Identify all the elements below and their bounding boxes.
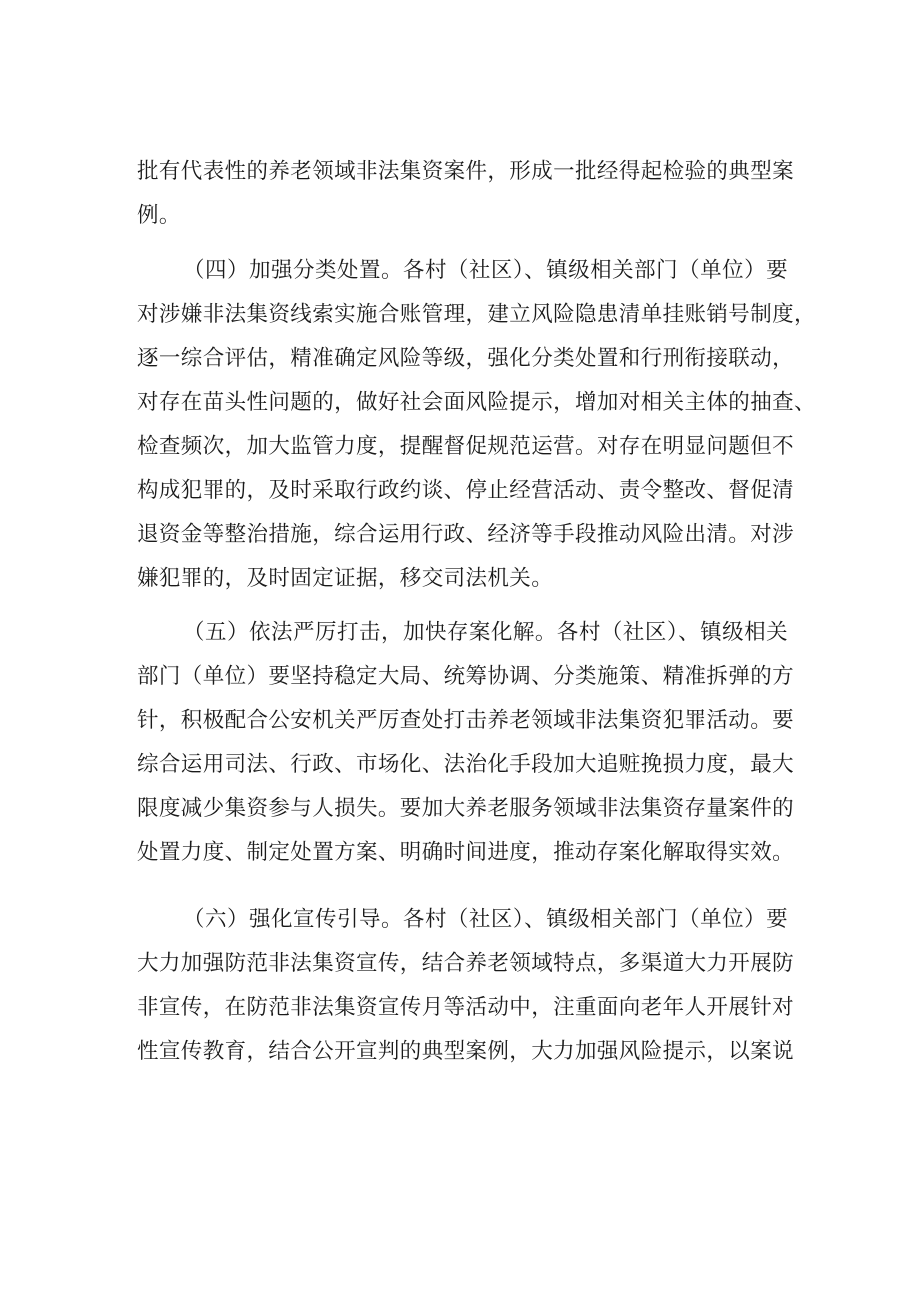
text-line: 批有代表性的养老领域非法集资案件，形成一批经得起检验的典型案 <box>137 159 795 184</box>
text-line: 大力加强防范非法集资宣传，结合养老领域特点，多渠道大力开展防 <box>137 951 795 976</box>
text-line: 嫌犯罪的，及时固定证据，移交司法机关。 <box>137 566 554 591</box>
text-line: 退资金等整治措施，综合运用行政、经济等手段推动风险出清。对涉 <box>137 522 795 547</box>
text-line: 构成犯罪的，及时采取行政约谈、停止经营活动、责令整改、督促清 <box>137 478 795 503</box>
text-line: 性宣传教育，结合公开宣判的典型案例，大力加强风险提示，以案说 <box>137 1039 795 1064</box>
text-line: 检查频次，加大监管力度，提醒督促规范运营。对存在明显问题但不 <box>137 434 795 459</box>
text-line: 例。 <box>137 203 181 228</box>
text-line: 部门（单位）要坚持稳定大局、统筹协调、分类施策、精准拆弹的方 <box>137 664 795 689</box>
text-line: 非宣传，在防范非法集资宣传月等活动中，注重面向老年人开展针对 <box>137 995 795 1020</box>
text-line: 针，积极配合公安机关严厉查处打击养老领域非法集资犯罪活动。要 <box>137 708 795 733</box>
text-line: 处置力度、制定处置方案、明确时间进度，推动存案化解取得实效。 <box>137 840 795 865</box>
text-line: （四）加强分类处置。各村（社区）、镇级相关部门（单位）要 <box>183 258 788 283</box>
text-line: 对涉嫌非法集资线索实施合账管理，建立风险隐患清单挂账销号制度， <box>137 302 816 327</box>
text-line: 逐一综合评估，精准确定风险等级，强化分类处置和行刑衔接联动， <box>137 346 795 371</box>
text-line: 对存在苗头性问题的，做好社会面风险提示，增加对相关主体的抽查、 <box>137 390 816 415</box>
text-line: 综合运用司法、行政、市场化、法治化手段加大追赃挽损力度，最大 <box>137 752 795 777</box>
text-line: 限度减少集资参与人损失。要加大养老服务领域非法集资存量案件的 <box>137 796 795 821</box>
text-line: （六）强化宣传引导。各村（社区）、镇级相关部门（单位）要 <box>183 907 788 932</box>
text-line: （五）依法严厉打击，加快存案化解。各村（社区）、镇级相关 <box>183 620 788 645</box>
